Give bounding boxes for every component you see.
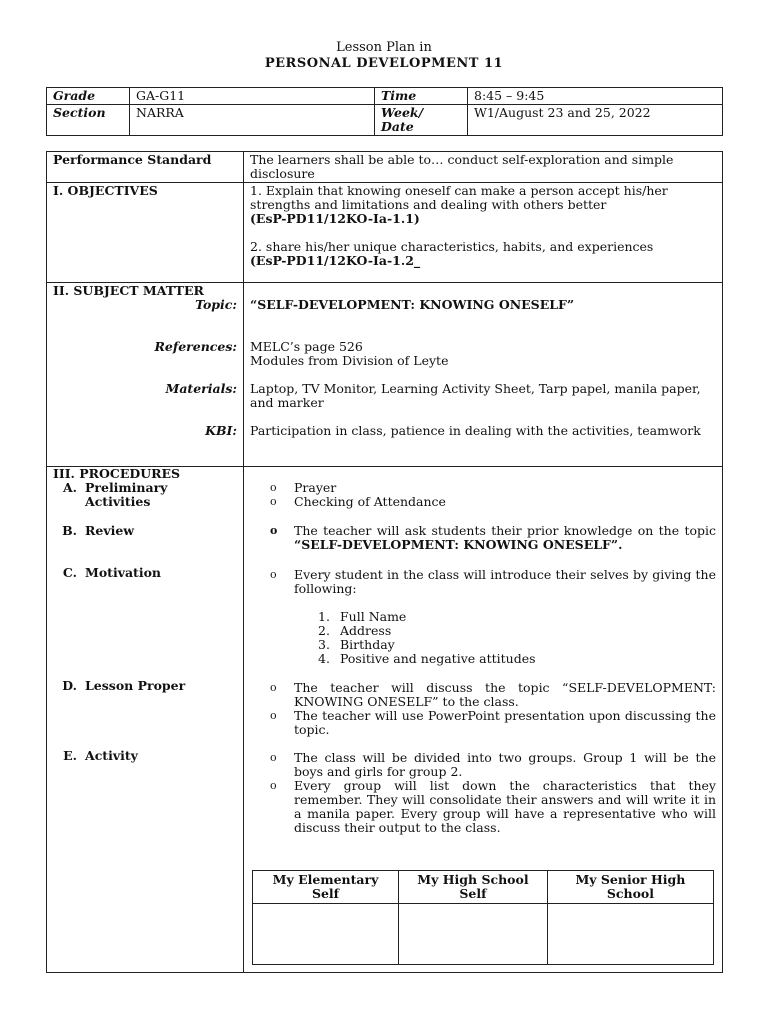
table-cell bbox=[399, 904, 548, 965]
preliminary-list bbox=[270, 481, 716, 509]
list-item: o Prayer bbox=[270, 480, 337, 495]
list-item: o Every group will list down the characteristics that they remember. They will consolidate their answers and will write it in a manila paper. Every group will have a representative who will discuss their output to the class. bbox=[270, 778, 716, 835]
table-cell bbox=[253, 904, 399, 965]
references-label: References: bbox=[154, 339, 237, 354]
objective-2-code: (EsP-PD11/12KO-Ia-1.2_ bbox=[250, 253, 421, 268]
review-label: B. Review bbox=[62, 523, 135, 538]
motivation-label: C. Motivation bbox=[62, 565, 162, 580]
objectives-content bbox=[244, 183, 723, 283]
objective-1: 1. Explain that knowing oneself can make a person accept his/her strengths and limitations and dealing with others better bbox=[250, 183, 668, 212]
date-label: Date bbox=[381, 119, 414, 134]
section-label: Section bbox=[47, 105, 130, 136]
section-value: NARRA bbox=[130, 105, 375, 136]
subject-matter-label: II. SUBJECT MATTER bbox=[53, 283, 204, 298]
kbi-label: KBI: bbox=[205, 423, 237, 438]
objectives-label: I. OBJECTIVES bbox=[47, 183, 244, 283]
objective-1-code: (EsP-PD11/12KO-Ia-1.1) bbox=[250, 211, 420, 226]
topic-text: “SELF-DEVELOPMENT: KNOWING ONESELF” bbox=[250, 297, 575, 312]
review-list bbox=[270, 524, 716, 552]
week-value: W1/August 23 and 25, 2022 bbox=[468, 105, 723, 136]
time-label: Time bbox=[375, 88, 468, 105]
activity-table bbox=[252, 870, 714, 965]
lesson-plan-table bbox=[46, 151, 723, 973]
list-item: 1. Full Name bbox=[318, 609, 407, 624]
header-table bbox=[46, 87, 723, 136]
references-line2: Modules from Division of Leyte bbox=[250, 353, 449, 368]
materials-text: Laptop, TV Monitor, Learning Activity Sheet, Tarp papel, manila paper, and marker bbox=[250, 381, 701, 410]
list-item: o The class will be divided into two groups. Group 1 will be the boys and girls for group 2. bbox=[270, 750, 716, 779]
materials-label: Materials: bbox=[165, 381, 237, 396]
list-item: o Every student in the class will introduce their selves by giving the following: bbox=[270, 567, 716, 596]
table-header-high-school: My High School Self bbox=[399, 871, 548, 904]
procedures-content bbox=[244, 467, 723, 973]
kbi-text: Participation in class, patience in dealing with the activities, teamwork bbox=[250, 423, 701, 438]
motivation-list bbox=[270, 568, 716, 596]
objective-2: 2. share his/her unique characteristics, habits, and experiences bbox=[250, 239, 654, 254]
grade-value: GA-G11 bbox=[130, 88, 375, 105]
lesson-proper-list bbox=[270, 681, 716, 737]
table-header-senior-high: My Senior High School bbox=[547, 871, 713, 904]
motivation-numbered-list bbox=[318, 610, 716, 666]
grade-label: Grade bbox=[47, 88, 130, 105]
table-cell bbox=[547, 904, 713, 965]
performance-standard-label: Performance Standard bbox=[47, 152, 244, 183]
list-item: 4. Positive and negative attitudes bbox=[318, 651, 536, 666]
activity-list bbox=[270, 751, 716, 835]
table-row bbox=[253, 904, 714, 965]
table-header-elementary: My Elementary Self bbox=[253, 871, 399, 904]
list-item: 3. Birthday bbox=[318, 637, 395, 652]
list-item: o Checking of Attendance bbox=[270, 494, 446, 509]
week-date-label bbox=[375, 105, 468, 136]
procedures-labels bbox=[47, 467, 244, 973]
doc-title-line2: PERSONAL DEVELOPMENT 11 bbox=[264, 56, 504, 71]
week-label: Week/ bbox=[381, 105, 424, 120]
performance-standard-text: The learners shall be able to… conduct self-exploration and simple disclosure bbox=[244, 152, 723, 183]
time-value: 8:45 – 9:45 bbox=[468, 88, 723, 105]
lesson-proper-label: D. Lesson Proper bbox=[62, 678, 186, 693]
list-item: o The teacher will use PowerPoint presentation upon discussing the topic. bbox=[270, 708, 716, 737]
references-line1: MELC’s page 526 bbox=[250, 339, 363, 354]
list-item: 2. Address bbox=[318, 623, 392, 638]
topic-label: Topic: bbox=[195, 297, 237, 312]
subject-matter-labels bbox=[47, 283, 244, 467]
list-item: o The teacher will discuss the topic “SELF-DEVELOPMENT: KNOWING ONESELF” to the class. bbox=[270, 680, 716, 709]
activity-label: E. Activity bbox=[63, 748, 138, 763]
procedures-label: III. PROCEDURES bbox=[53, 466, 181, 481]
list-item: o The teacher will ask students their prior knowledge on the topic “SELF-DEVELOPMENT: KNOWING ONESELF”. bbox=[270, 523, 716, 552]
subject-matter-content bbox=[244, 283, 723, 467]
doc-title-line1: Lesson Plan in bbox=[336, 40, 432, 55]
preliminary-activities-label: A. Preliminary Activities bbox=[62, 480, 168, 509]
